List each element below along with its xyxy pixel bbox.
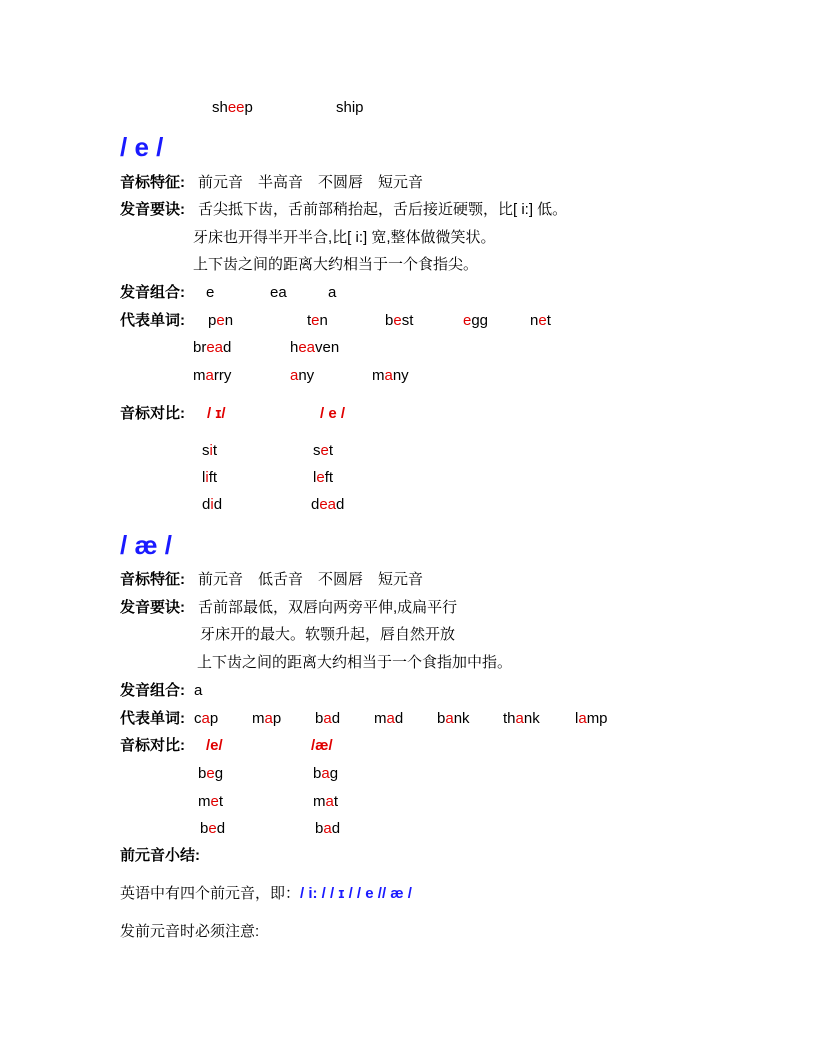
example-word: best xyxy=(385,312,414,329)
example-word: bread xyxy=(193,339,232,356)
compare-phonetic-right: / e / xyxy=(320,405,346,422)
combo-item: e xyxy=(206,284,215,301)
compare-word: sit xyxy=(202,442,218,459)
tip-line: 上下齿之间的距离大约相当于一个食指尖。 xyxy=(193,256,479,273)
example-word: map xyxy=(252,710,282,727)
compare-label: 音标对比: xyxy=(120,737,185,754)
example-word: cap xyxy=(194,710,219,727)
example-word: ten xyxy=(307,312,328,329)
combo-item: a xyxy=(194,682,203,699)
tip-line: 牙床开的最大。软颚升起，唇自然开放 xyxy=(200,626,456,643)
example-word: pen xyxy=(208,312,234,329)
example-word: net xyxy=(530,312,551,329)
example-word: heaven xyxy=(290,339,340,356)
tip-line: 舌前部最低，双唇向两旁平伸,成扁平行 xyxy=(198,599,458,616)
example-word-ship: ship xyxy=(336,99,364,116)
summary-title: 前元音小结: xyxy=(120,847,200,864)
compare-phonetic-right: /æ/ xyxy=(311,737,333,754)
compare-phonetic-left: / ɪ/ xyxy=(207,405,226,422)
compare-word: left xyxy=(313,469,334,486)
tip-line: 牙床也开得半开半合,比[ i:] 宽,整体做微笑状。 xyxy=(193,229,496,246)
words-label: 代表单词: xyxy=(120,710,185,727)
tips-label: 发音要诀: xyxy=(120,201,185,218)
compare-word: bad xyxy=(315,820,341,837)
example-word: any xyxy=(290,367,315,384)
compare-label: 音标对比: xyxy=(120,405,185,422)
combo-item: a xyxy=(328,284,337,301)
compare-word: did xyxy=(202,496,223,513)
tips-label: 发音要诀: xyxy=(120,599,185,616)
summary-note: 发前元音时必须注意: xyxy=(120,923,260,940)
features-label: 音标特征: xyxy=(120,174,185,191)
compare-word: bag xyxy=(313,765,339,782)
example-word-sheep: sheep xyxy=(212,99,253,116)
example-word: marry xyxy=(193,367,232,384)
compare-phonetic-left: /e/ xyxy=(206,737,223,754)
compare-word: beg xyxy=(198,765,224,782)
example-word: mad xyxy=(374,710,404,727)
compare-word: dead xyxy=(311,496,345,513)
features-text: 前元音 低舌音 不圆唇 短元音 xyxy=(198,571,424,588)
combo-item: ea xyxy=(270,284,287,301)
summary-line: 英语中有四个前元音，即：/ i: / / ɪ / / e // æ / xyxy=(120,885,412,902)
tip-line: 舌尖抵下齿，舌前部稍抬起，舌后接近硬颚，比[ i:] 低。 xyxy=(198,201,568,218)
example-word: bad xyxy=(315,710,341,727)
compare-word: bed xyxy=(200,820,226,837)
example-word: many xyxy=(372,367,409,384)
compare-word: lift xyxy=(202,469,218,486)
section-header-e: / e / xyxy=(120,132,164,162)
example-word: egg xyxy=(463,312,489,329)
example-word: thank xyxy=(503,710,540,727)
example-word: lamp xyxy=(575,710,608,727)
words-label: 代表单词: xyxy=(120,312,185,329)
features-label: 音标特征: xyxy=(120,571,185,588)
tip-line: 上下齿之间的距离大约相当于一个食指加中指。 xyxy=(197,654,513,671)
combos-label: 发音组合: xyxy=(120,682,185,699)
example-word: bank xyxy=(437,710,470,727)
compare-word: set xyxy=(313,442,334,459)
section-header-ae: / æ / xyxy=(120,530,173,560)
combos-label: 发音组合: xyxy=(120,284,185,301)
summary-phonetics: / i: / / ɪ / / e // æ / xyxy=(300,885,412,902)
features-text: 前元音 半高音 不圆唇 短元音 xyxy=(198,174,424,191)
compare-word: met xyxy=(198,793,224,810)
compare-word: mat xyxy=(313,793,339,810)
